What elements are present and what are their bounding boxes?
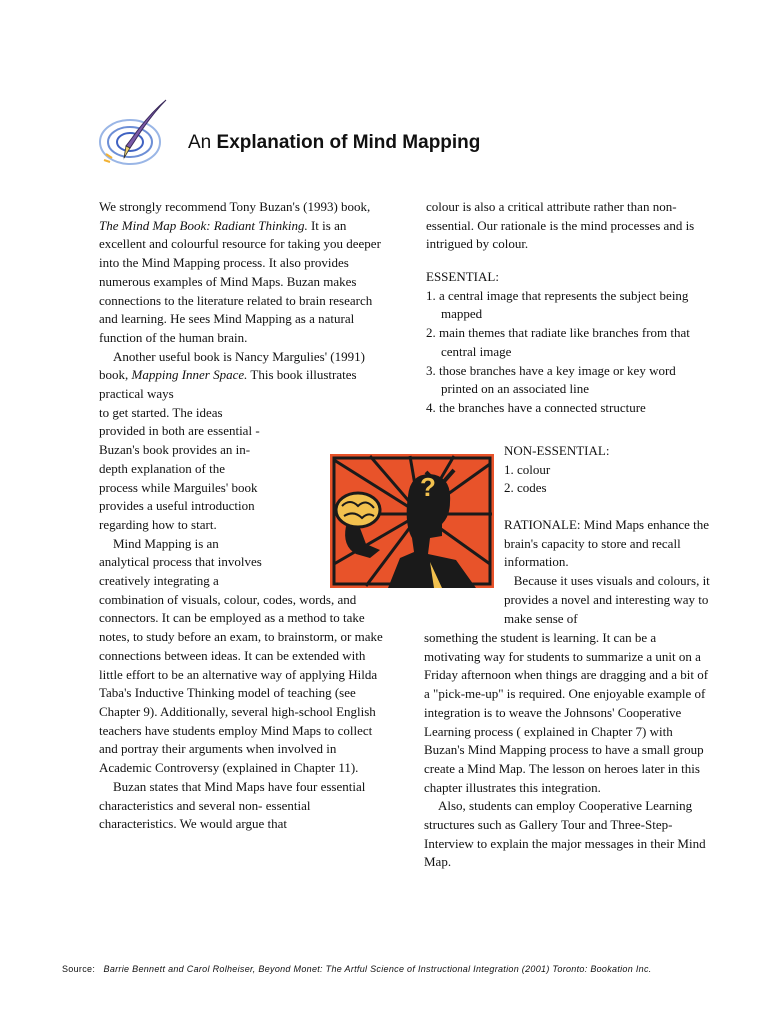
text-line: analytical process that involves <box>99 554 262 570</box>
text-line: connections between ideas. It can be extended with <box>99 647 366 663</box>
source-label: Source: <box>62 964 96 974</box>
text-line: notes, to study before an exam, to brainstorm, or make <box>99 629 383 645</box>
text-line: excellent and colourful resource for taking you deeper <box>99 236 381 252</box>
rationale-line: information. <box>504 554 569 570</box>
essential-item: 2. main themes that radiate like branches from that <box>426 325 690 341</box>
text-line: combination of visuals, colour, codes, words, and <box>99 591 357 607</box>
text-line: creatively integrating a <box>99 573 219 589</box>
text-line: connectors. It can be employed as a method to take <box>99 610 365 626</box>
rationale-section <box>504 516 744 628</box>
page-title <box>188 132 480 154</box>
nonessential-item: 1. colour <box>504 461 551 477</box>
text-line: provided in both are essential - <box>99 423 260 439</box>
rationale-line: Because it uses visuals and colours, it <box>504 573 710 589</box>
source-footer <box>62 964 652 974</box>
text-line: chapter illustrates this integration. <box>424 779 601 795</box>
title-bold: Explanation of Mind Mapping <box>216 132 481 153</box>
essential-item-continued: printed on an associated line <box>441 381 590 397</box>
rationale-line: RATIONALE: Mind Maps enhance the <box>504 517 710 532</box>
italic-text: The Mind Map Book: Radiant Thinking. <box>99 217 308 233</box>
text-line: Learning process ( explained in Chapter 7) with <box>424 723 673 739</box>
text-line: motivating way for students to summarize a unit on a <box>424 648 701 664</box>
text-line: intrigued by colour. <box>426 236 529 252</box>
text-line: create a Mind Map. The lesson on heroes later in this <box>424 760 700 776</box>
text-line: characteristics. We would argue that <box>99 816 287 832</box>
nonessential-section <box>504 442 744 498</box>
text-line: Friday afternoon when things are dragging and a bit of <box>424 667 709 683</box>
text-line: into the Mind Mapping process. It also provides <box>99 255 349 271</box>
rationale-line: provides a novel and interesting way to <box>504 591 709 607</box>
text-line: regarding how to start. <box>99 516 217 532</box>
text-prefix: book, <box>99 367 132 383</box>
text-line: and portray their arguments when involved in <box>99 741 337 757</box>
essential-item-continued: mapped <box>441 306 483 322</box>
text-suffix: This book illustrates <box>247 367 357 383</box>
text-line: to get started. The ideas <box>99 404 223 420</box>
text-line: and learning. He sees Mind Mapping as a natural <box>99 311 355 327</box>
text-line: Chapter 9). Additionally, several high-school English <box>99 703 376 719</box>
text-line <box>99 366 409 385</box>
text-line: structures such as Gallery Tour and Three-Step- <box>424 817 673 833</box>
essential-item: 3. those branches have a key image or key word <box>426 362 676 378</box>
rationale-line: brain's capacity to store and recall <box>504 535 681 551</box>
essential-item: 4. the branches have a connected structure <box>426 399 646 415</box>
text-line: function of the human brain. <box>99 329 248 345</box>
text-line: Map. <box>424 854 452 870</box>
pen-logo-icon <box>96 96 176 172</box>
essential-section <box>426 268 726 418</box>
text-line: something the student is learning. It can be a <box>424 630 657 645</box>
text-line: provides a useful introduction <box>99 498 255 514</box>
text-line: numerous examples of Mind Maps. Buzan makes <box>99 273 357 289</box>
text-line: essential. Our rationale is the mind processes and is <box>426 217 695 233</box>
text-line: connections to the literature related to brain research <box>99 292 373 308</box>
text-line: We strongly recommend Tony Buzan's (1993) book, <box>99 199 371 214</box>
text-line: Another useful book is Nancy Margulies' (1991) <box>113 348 365 364</box>
essential-item: 1. a central image that represents the subject being <box>426 287 689 303</box>
text-line: Academic Controversy (explained in Chapter 11). <box>99 760 359 776</box>
text-line: Buzan's book provides an in- <box>99 442 251 458</box>
right-column-intro <box>426 198 726 254</box>
essential-heading: ESSENTIAL: <box>426 269 499 284</box>
text-line: Interview to explain the major messages in their Mind <box>424 835 706 851</box>
nonessential-heading: NON-ESSENTIAL: <box>504 443 610 458</box>
text-line: colour is also a critical attribute rather than non- <box>426 199 677 214</box>
text-line: little effort to be an alternative way of applying Hilda <box>99 666 378 682</box>
text-line: Mind Mapping is an <box>113 535 219 551</box>
text-line: characteristics and several non- essential <box>99 797 311 813</box>
text-line: Taba's Inductive Thinking model of teaching (see <box>99 685 356 701</box>
text-line: practical ways <box>99 386 174 402</box>
text-line: Buzan's Mind Mapping process to have a small group <box>424 742 704 758</box>
italic-text: Mapping Inner Space. <box>131 367 248 383</box>
text-line <box>99 217 409 236</box>
essential-list <box>426 287 726 418</box>
right-column-bottom <box>424 629 734 872</box>
rationale-line: make sense of <box>504 610 578 626</box>
text-line: depth explanation of the <box>99 460 225 476</box>
source-text: Barrie Bennett and Carol Rolheiser, Beyond Monet: The Artful Science of Instructional Integration (2001) Toronto: Bookation Inc. <box>103 964 652 974</box>
title-prefix: An <box>188 132 212 153</box>
text-line: a "pick-me-up" is required. One enjoyable example of <box>424 686 706 702</box>
text-suffix: It is an <box>307 217 347 233</box>
text-line: teachers have students employ Mind Maps to collect <box>99 722 373 738</box>
thinking-head-illustration <box>330 454 494 588</box>
question-mark-glyph: ? <box>420 472 436 502</box>
nonessential-item: 2. codes <box>504 480 547 496</box>
text-line: integration is to weave the Johnsons' Cooperative <box>424 704 682 720</box>
text-line: Also, students can employ Cooperative Learning <box>438 798 693 814</box>
nonessential-list <box>504 461 744 498</box>
essential-item-continued: central image <box>441 343 512 359</box>
text-line: Buzan states that Mind Maps have four essential <box>113 778 366 794</box>
text-line: process while Marguiles' book <box>99 479 258 495</box>
